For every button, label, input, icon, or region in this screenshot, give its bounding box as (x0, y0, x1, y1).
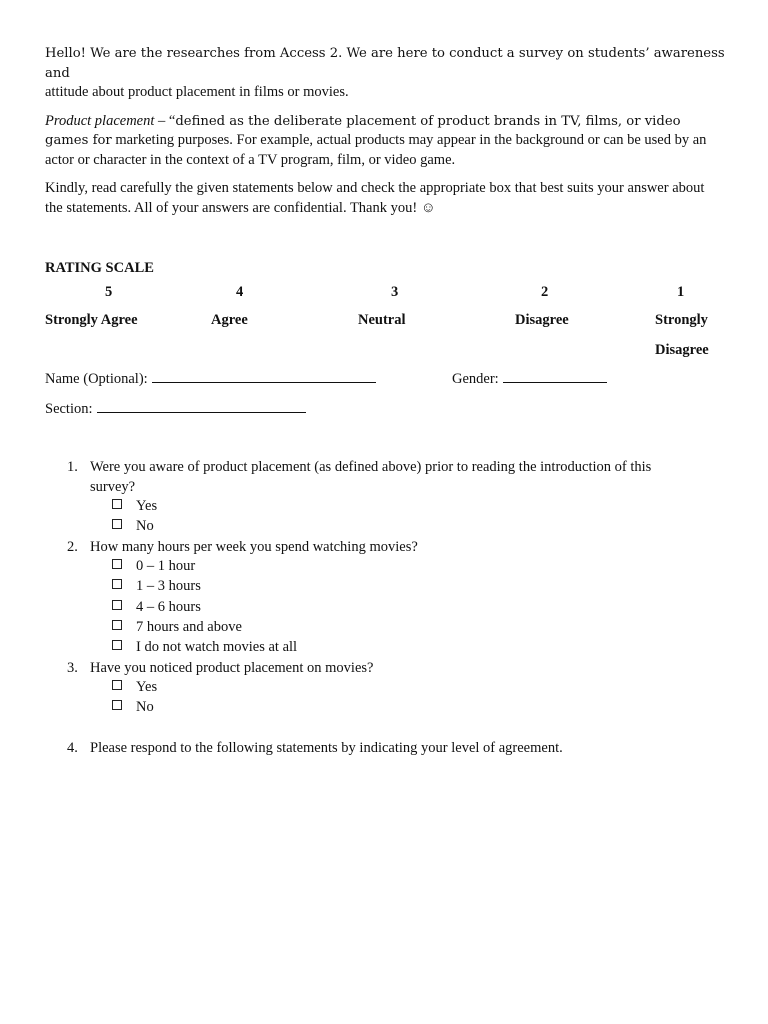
question-1 (45, 458, 725, 538)
scale-value-1: 1 (677, 284, 685, 300)
definition-term: Product placement (45, 112, 155, 129)
option-label: I do not watch movies at all (136, 639, 298, 656)
question-list (45, 458, 725, 758)
checkbox-icon[interactable] (112, 700, 122, 710)
definition-text-start: defined as the deliberate placement of product brands in TV, films, or video games for (45, 113, 681, 148)
option-label: 4 – 6 hours (136, 598, 201, 615)
option-yes[interactable] (112, 678, 725, 698)
scale-label-disagree-2: Disagree (655, 342, 709, 358)
scale-label-disagree: Disagree (515, 312, 569, 328)
option-no[interactable] (112, 517, 725, 537)
option-list (90, 557, 725, 658)
scale-value-3: 3 (391, 284, 399, 300)
question-number: 3. (67, 659, 78, 676)
gender-field[interactable] (452, 368, 607, 390)
option-no[interactable] (112, 698, 725, 718)
option-list (90, 497, 725, 538)
option-label: Yes (136, 679, 158, 696)
checkbox-icon[interactable] (112, 579, 122, 589)
question-number: 1. (67, 459, 78, 475)
definition-paragraph (45, 112, 725, 171)
option-label: No (136, 518, 154, 535)
option-0-1-hour[interactable] (112, 557, 725, 577)
option-no-movies[interactable] (112, 638, 725, 658)
name-gender-row (45, 368, 725, 398)
checkbox-icon[interactable] (112, 499, 122, 509)
option-label: 0 – 1 hour (136, 558, 196, 575)
rating-scale-heading: RATING SCALE (45, 260, 154, 276)
intro-purpose: attitude about product placement in films or movies. (45, 84, 349, 100)
option-list (90, 678, 725, 719)
checkbox-icon[interactable] (112, 620, 122, 630)
question-number: 4. (67, 739, 78, 756)
name-label: Name (Optional): (45, 371, 148, 387)
scale-label-agree: Agree (211, 312, 248, 328)
checkbox-icon[interactable] (112, 640, 122, 650)
scale-value-2: 2 (541, 284, 549, 300)
option-7-hours-above[interactable] (112, 618, 725, 638)
scale-value-5: 5 (105, 284, 113, 300)
question-4 (45, 739, 725, 759)
scale-label-strongly-agree: Strongly Agree (45, 312, 138, 328)
checkbox-icon[interactable] (112, 680, 122, 690)
instructions-paragraph: Kindly, read carefully the given statements below and check the appropriate box that best suits your answer about the statements. All of your answers are confidential. Thank you! ☺ (45, 180, 705, 216)
option-label: 1 – 3 hours (136, 578, 201, 595)
survey-page (45, 44, 725, 758)
section-field[interactable] (45, 398, 306, 420)
question-text: Were you aware of product placement (as defined above) prior to reading the introduction of this survey? (90, 459, 652, 495)
scale-value-4: 4 (236, 284, 244, 300)
option-label: 7 hours and above (136, 618, 242, 635)
section-blank-line[interactable] (97, 398, 306, 413)
option-1-3-hours[interactable] (112, 577, 725, 597)
question-2 (45, 538, 725, 659)
option-4-6-hours[interactable] (112, 598, 725, 618)
checkbox-icon[interactable] (112, 600, 122, 610)
gender-blank-line[interactable] (503, 368, 607, 383)
question-text: Have you noticed product placement on movies? (90, 659, 374, 676)
option-label: Yes (136, 498, 158, 514)
name-blank-line[interactable] (152, 368, 376, 383)
option-yes[interactable] (112, 497, 725, 517)
checkbox-icon[interactable] (112, 559, 122, 569)
question-number: 2. (67, 538, 78, 555)
checkbox-icon[interactable] (112, 519, 122, 529)
rating-scale-labels (45, 308, 725, 368)
rating-scale-values (45, 279, 725, 308)
definition-text-rest: marketing purposes. For example, actual products may appear in the background or can be used by an actor or character in the context of a TV program, film, or video game. (45, 132, 707, 168)
scale-label-strongly-disagree (655, 305, 709, 365)
section-row (45, 398, 725, 428)
definition-dash: – “ (154, 112, 176, 129)
option-label: No (136, 699, 154, 716)
gender-label: Gender: (452, 371, 499, 387)
question-text: Please respond to the following statements by indicating your level of agreement. (90, 739, 563, 756)
scale-label-strongly: Strongly (655, 312, 708, 328)
section-label: Section: (45, 401, 93, 417)
intro-greeting: Hello! We are the researches from Access 2. We are here to conduct a survey on students’ awareness and (45, 46, 725, 81)
name-field[interactable] (45, 368, 376, 390)
question-3 (45, 659, 725, 719)
intro-paragraph (45, 44, 725, 103)
scale-label-neutral: Neutral (358, 312, 406, 328)
question-text: How many hours per week you spend watching movies? (90, 538, 418, 555)
